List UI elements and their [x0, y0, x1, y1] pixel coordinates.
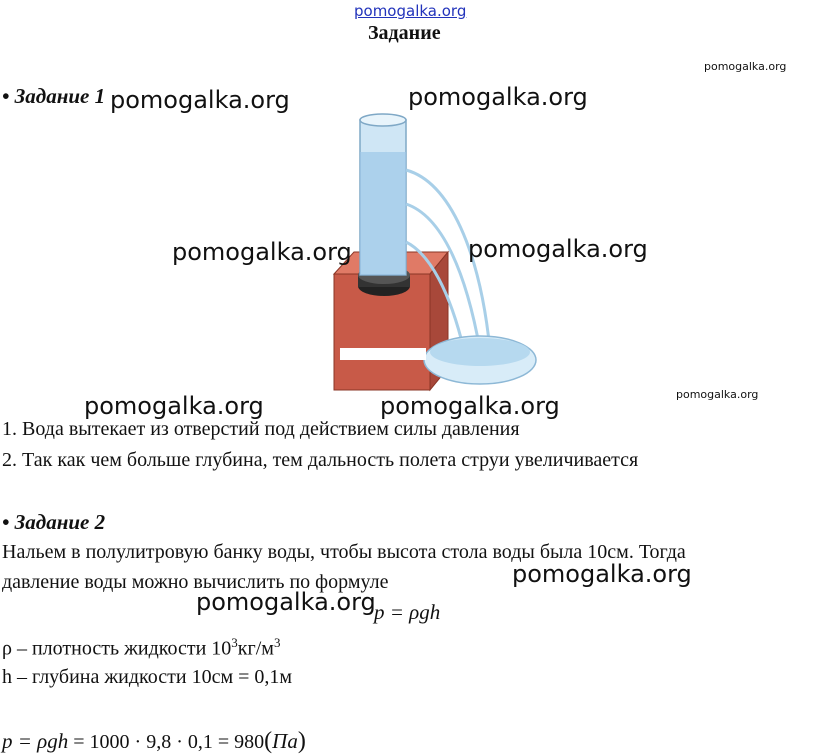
page-title: Задание	[368, 22, 441, 44]
rho-definition	[2, 635, 280, 661]
h-definition: h – глубина жидкости 10см = 0,1м	[2, 666, 293, 688]
watermark-small-mid: pomogalka.org	[676, 388, 759, 401]
task2-heading: • Задание 2	[2, 510, 106, 534]
watermark-5: pomogalka.org	[84, 392, 264, 420]
watermark-4: pomogalka.org	[468, 235, 648, 263]
watermark-small-top: pomogalka.org	[704, 60, 787, 73]
rho-definition-text: ρ – плотность жидкости 10	[2, 637, 232, 660]
calc-values: = 1000 · 9,8 · 0,1 = 980	[73, 731, 265, 753]
task2-paragraph-line2: давление воды можно вычислить по формуле	[2, 571, 389, 593]
rho-unit: кг/м	[237, 637, 274, 660]
task1-heading: • Задание 1	[2, 84, 106, 108]
watermark-3: pomogalka.org	[172, 238, 352, 266]
calc-formula: p = ρgh	[2, 729, 69, 753]
calc-unit: Па	[272, 729, 298, 753]
watermark-6: pomogalka.org	[380, 392, 560, 420]
task1-answer-2: 2. Так как чем больше глубина, тем дальность полета струи увеличивается	[2, 449, 639, 471]
watermark-7: pomogalka.org	[512, 560, 692, 588]
watermark-8: pomogalka.org	[196, 588, 376, 616]
task2-paragraph-line1: Нальем в полулитровую банку воды, чтобы высота стола воды была 10см. Тогда	[2, 541, 686, 563]
site-link[interactable]: pomogalka.org	[354, 2, 467, 20]
rho-unit-exponent: 3	[273, 635, 281, 650]
rho-exponent: 3	[231, 635, 238, 650]
watermark-2: pomogalka.org	[408, 83, 588, 111]
watermark-1: pomogalka.org	[110, 86, 290, 114]
calculation: p = ρgh = 1000 · 9,8 · 0,1 = 980(Па)	[2, 728, 306, 754]
formula-main: p = ρgh	[374, 600, 441, 624]
task1-answer-1: 1. Вода вытекает из отверстий под действием силы давления	[2, 418, 520, 440]
